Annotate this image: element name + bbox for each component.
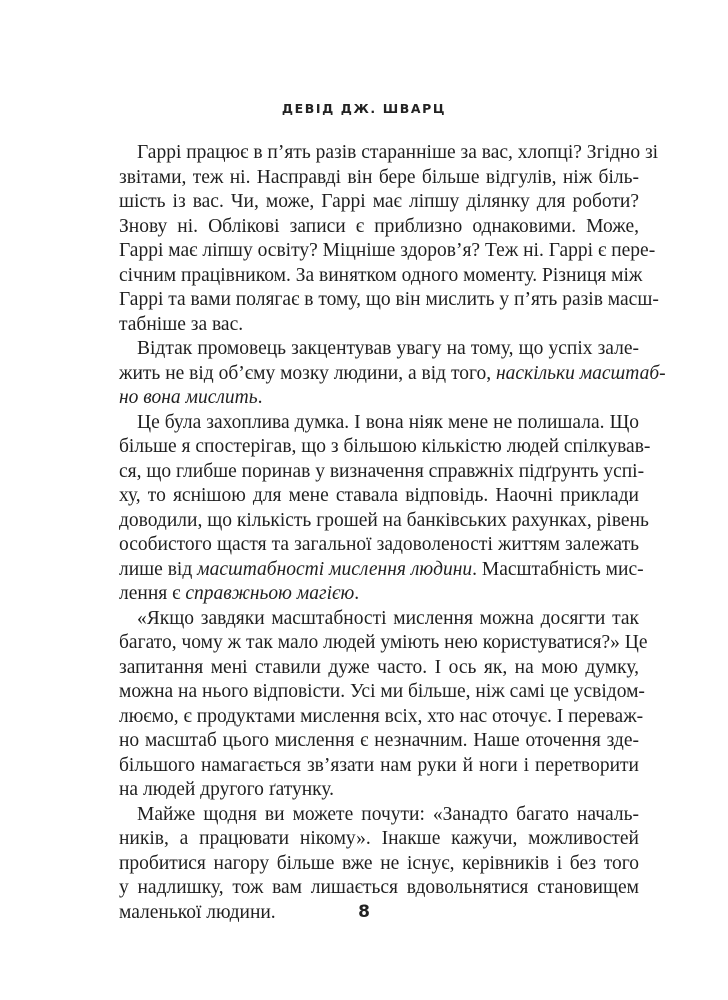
text-run: Гаррі працює в п’ять разів старанніше за вас, хлопці? Згідно зі: [137, 142, 659, 163]
text-run: ху, то яснішою для мене ставала відповідь. Наочні приклади: [119, 485, 639, 506]
text-run: Відтак промовець закцентував увагу на тому, що успіх зале-: [137, 338, 639, 359]
paragraph: [119, 411, 651, 607]
text-run: запитання мені ставили дуже часто. І ось як, на мою думку,: [119, 656, 639, 678]
text-line: [119, 509, 649, 534]
text-line: [119, 264, 643, 289]
text-line: [119, 190, 639, 215]
text-run: шість із вас. Чи, може, Гаррі має ліпшу ділянку для роботи?: [119, 191, 639, 212]
text-run: більшого намагається зв’язати нам руки й ноги і перетворити: [119, 754, 639, 776]
text-line: [119, 778, 639, 803]
text-run: Це була захоплива думка. І вона ніяк мене не полишала. Що: [137, 411, 639, 433]
text-line: [119, 337, 639, 362]
text-line: [119, 313, 639, 338]
text-run: Майже щодня ви можете почути: «Занадто багато началь-: [137, 803, 639, 825]
text-line: [119, 558, 644, 583]
paragraph: [119, 337, 666, 411]
text-line: [119, 729, 639, 754]
text-line: [119, 411, 639, 436]
paragraph: [119, 141, 659, 337]
text-line: [119, 680, 645, 705]
text-line: [119, 582, 639, 607]
text-line: [119, 852, 639, 877]
text-run: більше я спостерігав, що з більшою кількістю людей спілкував-: [119, 436, 651, 457]
text-line: [119, 484, 639, 509]
text-run: особистого щастя та загальної задоволеності життям залежать: [119, 534, 639, 555]
text-run: Знову ні. Облікові записи є приблизно однаковими. Може,: [119, 215, 639, 237]
text-run: жить не від об’єму мозку людини, а від того,: [119, 362, 496, 384]
text-run: лення є: [119, 583, 186, 604]
text-line: [119, 166, 639, 191]
text-run: можна на нього відповісти. Усі ми більше, ніж самі це усвідом-: [119, 681, 645, 702]
text-line: [119, 288, 659, 313]
text-line: [119, 215, 639, 240]
emphasis-text: наскільки масштаб-: [495, 362, 666, 384]
text-run: табніше за вас.: [119, 313, 244, 335]
text-run: січним працівником. За винятком одного моменту. Різниця між: [119, 264, 643, 286]
text-run: багато, чому ж так мало людей уміють нею користуватися?» Це: [119, 632, 648, 653]
text-run: «Якщо завдяки масштабності мислення можна досягти так: [137, 607, 639, 629]
emphasis-text: но вона мислить: [119, 387, 258, 408]
text-line: [119, 362, 666, 387]
emphasis-text: масштабності мислення людини: [197, 558, 473, 580]
text-run: звітами, теж ні. Насправді він бере більше відгулів, ніж біль-: [119, 166, 639, 188]
text-line: [119, 386, 639, 411]
text-line: [119, 533, 639, 558]
text-run: . Масштабність мис-: [472, 558, 644, 580]
paragraph: [119, 607, 648, 803]
text-run: лише від: [119, 558, 198, 580]
page-number: 8: [358, 902, 370, 922]
text-line: [119, 827, 639, 852]
text-line: [119, 705, 644, 730]
text-run: .: [257, 387, 263, 408]
text-line: [119, 656, 639, 681]
text-run: у надлишку, тож вам лишається вдовольнятися становищем: [119, 877, 639, 898]
emphasis-text: справжньою магією: [185, 583, 355, 604]
text-line: [119, 435, 651, 460]
text-run: .: [354, 583, 360, 604]
text-run: ся, що глибше поринав у визначення справжніх підґрунть успі-: [119, 460, 645, 482]
text-line: [119, 607, 639, 632]
body-text: [119, 141, 666, 925]
text-line: [119, 631, 648, 656]
text-line: [119, 803, 639, 828]
text-line: [119, 141, 659, 166]
text-run: Гаррі та вами полягає в тому, що він мислить у п’ять разів масш-: [119, 289, 659, 310]
text-run: доводили, що кількість грошей на банківських рахунках, рівень: [119, 509, 649, 531]
text-line: [119, 876, 639, 901]
text-run: маленької людини.: [119, 901, 276, 923]
text-line: [119, 460, 645, 485]
text-run: на людей другого ґатунку.: [119, 779, 335, 800]
text-run: пробитися нагору більше вже не існує, керівників і без того: [119, 852, 639, 874]
text-run: ників, а працювати нікому». Інакше кажучи, можливостей: [119, 828, 639, 849]
text-run: люємо, є продуктами мислення всіх, хто нас оточує. І переваж-: [119, 705, 644, 727]
running-head: ДЕВІД ДЖ. ШВАРЦ: [281, 101, 447, 116]
text-line: [119, 239, 656, 264]
text-run: Гаррі має ліпшу освіту? Міцніше здоров’я? Теж ні. Гаррі є пере-: [119, 240, 656, 261]
text-run: но масштаб цього мислення є незначним. Наше оточення зде-: [119, 730, 639, 751]
text-line: [119, 754, 639, 779]
